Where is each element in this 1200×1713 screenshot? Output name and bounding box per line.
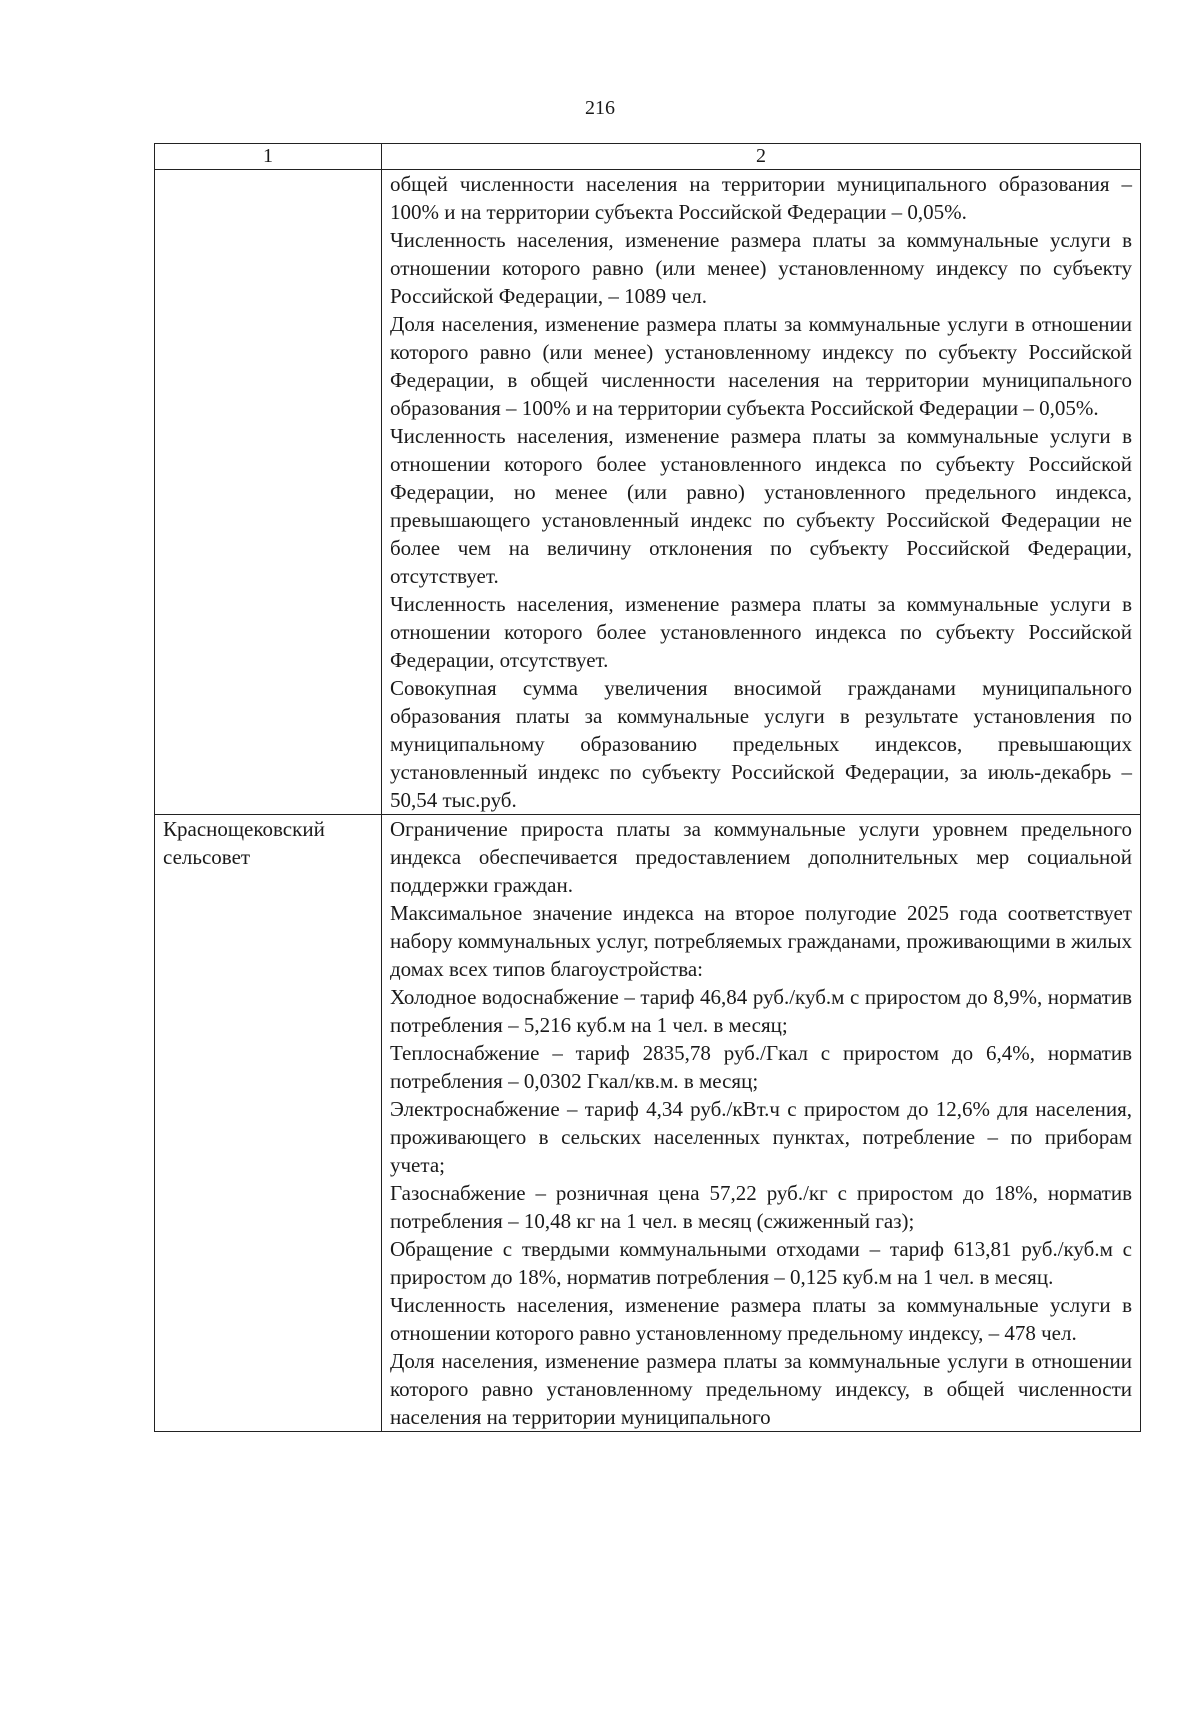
municipality-cell: Краснощековский сельсовет xyxy=(155,815,382,1432)
paragraph: Доля населения, изменение размера платы за коммунальные услуги в отношении которого равно установленному предельному индексу, в общей численности населения на территории муниципального xyxy=(390,1349,1132,1429)
column-header-2: 2 xyxy=(382,144,1141,170)
municipal-index-table xyxy=(154,143,1141,1432)
paragraph: Доля населения, изменение размера платы за коммунальные услуги в отношении которого равно (или менее) установленному индексу по субъекту Российской Федерации, в общей численности населения на территории муниципального образования – 100% и на территории субъекта Российской Федерации – 0,05%. xyxy=(390,312,1132,420)
table-row xyxy=(155,815,1141,1432)
paragraph: Обращение с твердыми коммунальными отходами – тариф 613,81 руб./куб.м с приростом до 18%, норматив потребления – 0,125 куб.м на 1 чел. в месяц. xyxy=(390,1237,1132,1289)
paragraph: Численность населения, изменение размера платы за коммунальные услуги в отношении которого равно установленному предельному индексу, – 478 чел. xyxy=(390,1293,1132,1345)
description-cell xyxy=(382,170,1141,815)
paragraph: Максимальное значение индекса на второе полугодие 2025 года соответствует набору коммунальных услуг, потребляемых гражданами, проживающими в жилых домах всех типов благоустройства: xyxy=(390,901,1132,981)
paragraph: общей численности населения на территории муниципального образования – 100% и на территории субъекта Российской Федерации – 0,05%. xyxy=(390,172,1132,224)
page-number: 216 xyxy=(585,97,615,119)
paragraph: Численность населения, изменение размера платы за коммунальные услуги в отношении которого более установленного индекса по субъекту Российской Федерации, отсутствует. xyxy=(390,592,1132,672)
paragraph: Численность населения, изменение размера платы за коммунальные услуги в отношении которого равно (или менее) установленному индексу по субъекту Российской Федерации, – 1089 чел. xyxy=(390,228,1132,308)
paragraph: Численность населения, изменение размера платы за коммунальные услуги в отношении которого более установленного индекса по субъекту Российской Федерации, но менее (или равно) установленного предельного индекса, превышающего установленный индекс по субъекту Российской Федерации не более чем на величину отклонения по субъекту Российской Федерации, отсутствует. xyxy=(390,424,1132,588)
paragraph: Совокупная сумма увеличения вносимой гражданами муниципального образования платы за коммунальные услуги в результате установления по муниципальному образованию предельных индексов, превышающих установленный индекс по субъекту Российской Федерации, за июль-декабрь – 50,54 тыс.руб. xyxy=(390,676,1132,812)
paragraph: Электроснабжение – тариф 4,34 руб./кВт.ч с приростом до 12,6% для населения, проживающего в сельских населенных пунктах, потребление – по приборам учета; xyxy=(390,1097,1132,1177)
table-row xyxy=(155,170,1141,815)
table-header-row xyxy=(155,144,1141,170)
paragraph: Холодное водоснабжение – тариф 46,84 руб./куб.м с приростом до 8,9%, норматив потребления – 5,216 куб.м на 1 чел. в месяц; xyxy=(390,985,1132,1037)
paragraph: Теплоснабжение – тариф 2835,78 руб./Гкал с приростом до 6,4%, норматив потребления – 0,0302 Гкал/кв.м. в месяц; xyxy=(390,1041,1132,1093)
column-header-1: 1 xyxy=(155,144,382,170)
paragraph: Газоснабжение – розничная цена 57,22 руб./кг с приростом до 18%, норматив потребления – 10,48 кг на 1 чел. в месяц (сжиженный газ); xyxy=(390,1181,1132,1233)
municipality-cell xyxy=(155,170,382,815)
paragraph: Ограничение прироста платы за коммунальные услуги уровнем предельного индекса обеспечивается предоставлением дополнительных мер социальной поддержки граждан. xyxy=(390,817,1132,897)
description-cell xyxy=(382,815,1141,1432)
